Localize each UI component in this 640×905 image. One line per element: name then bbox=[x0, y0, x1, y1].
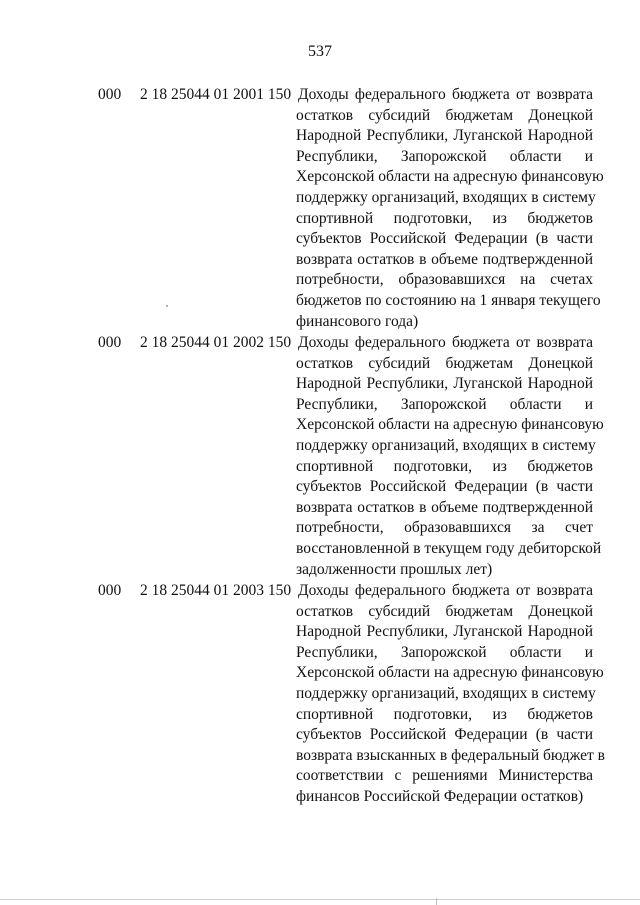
description-line: Народной Республики, Луганской Народной bbox=[296, 127, 593, 145]
description-line: потребности, образовавшихся за счет bbox=[296, 519, 593, 537]
scan-edge-mark bbox=[436, 898, 437, 905]
description-line: восстановленной в текущем году дебиторской bbox=[296, 539, 602, 557]
scan-bottom-edge bbox=[0, 899, 640, 900]
description-line: Республики, Запорожской области и bbox=[296, 643, 593, 661]
admin-code: 000 bbox=[98, 334, 122, 351]
description-line: задолженности прошлых лет) bbox=[296, 560, 493, 578]
description-line: Доходы федерального бюджета от возврата bbox=[298, 334, 593, 351]
budget-classification-code: 2 18 25044 01 2001 150 bbox=[140, 86, 292, 103]
description-line: возврата остатков в объеме подтвержденной bbox=[296, 498, 593, 516]
description-line: остатков субсидий бюджетам Донецкой bbox=[296, 106, 593, 124]
description-line: субъектов Российской Федерации (в части bbox=[296, 230, 593, 248]
description-line: возврата взысканных в федеральный бюджет в bbox=[296, 746, 605, 764]
description-line: Херсонской области на адресную финансовую bbox=[296, 664, 604, 682]
description-line: Народной Республики, Луганской Народной bbox=[296, 375, 593, 393]
entry-description bbox=[296, 85, 604, 332]
admin-code: 000 bbox=[98, 582, 122, 599]
description-line: поддержку организаций, входящих в систему bbox=[296, 684, 596, 702]
description-line: спортивной подготовки, из бюджетов bbox=[296, 705, 593, 723]
budget-classification-code: 2 18 25044 01 2003 150 bbox=[140, 582, 292, 599]
scan-speck bbox=[166, 305, 168, 307]
description-line: Херсонской области на адресную финансовую bbox=[296, 416, 604, 434]
description-line: финансов Российской Федерации остатков) bbox=[296, 787, 584, 805]
description-line: остатков субсидий бюджетам Донецкой bbox=[296, 602, 593, 620]
description-line: Херсонской области на адресную финансовую bbox=[296, 168, 604, 186]
description-line: спортивной подготовки, из бюджетов bbox=[296, 457, 593, 475]
admin-code: 000 bbox=[98, 86, 122, 103]
description-line: финансового года) bbox=[296, 312, 419, 330]
page-number: 537 bbox=[308, 43, 332, 60]
budget-classification-code: 2 18 25044 01 2002 150 bbox=[140, 334, 292, 351]
description-line: поддержку организаций, входящих в систему bbox=[296, 436, 596, 454]
description-line: потребности, образовавшихся на счетах bbox=[296, 271, 593, 289]
description-line: остатков субсидий бюджетам Донецкой bbox=[296, 354, 593, 372]
description-line: Республики, Запорожской области и bbox=[296, 395, 593, 413]
description-line: соответствии с решениями Министерства bbox=[296, 767, 593, 785]
description-line: Республики, Запорожской области и bbox=[296, 147, 593, 165]
description-line: бюджетов по состоянию на 1 января текущего bbox=[296, 291, 601, 309]
description-line: спортивной подготовки, из бюджетов bbox=[296, 209, 593, 227]
description-line: поддержку организаций, входящих в систему bbox=[296, 188, 596, 206]
description-line: субъектов Российской Федерации (в части bbox=[296, 478, 593, 496]
description-line: Доходы федерального бюджета от возврата bbox=[298, 86, 593, 103]
entry-description bbox=[296, 333, 604, 580]
entry-description bbox=[296, 581, 605, 808]
description-line: возврата остатков в объеме подтвержденной bbox=[296, 250, 593, 268]
description-line: Народной Республики, Луганской Народной bbox=[296, 623, 593, 641]
description-line: субъектов Российской Федерации (в части bbox=[296, 726, 593, 744]
description-line: Доходы федерального бюджета от возврата bbox=[298, 582, 593, 599]
